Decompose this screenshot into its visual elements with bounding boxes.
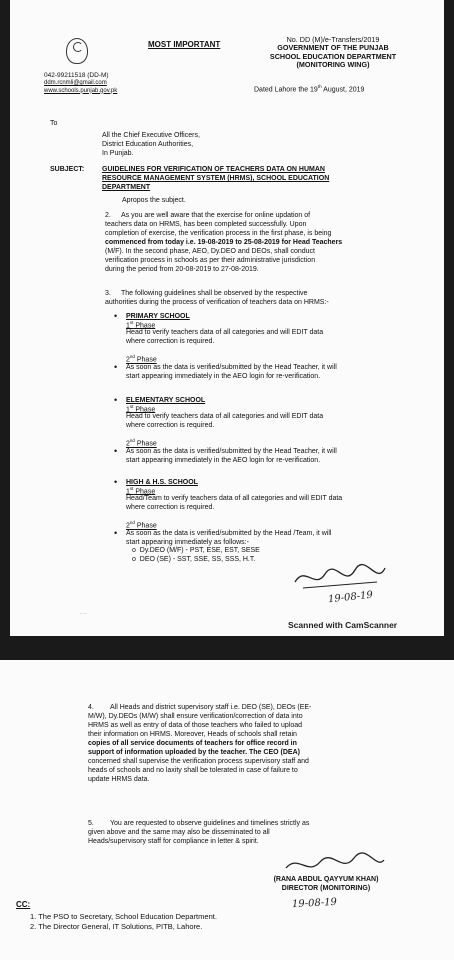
section-heading: ELEMENTARY SCHOOL	[126, 397, 206, 404]
sub-item	[126, 547, 414, 556]
sub-item-text: Dy.DEO (M/F) - PST, ESE, EST, SESE	[139, 547, 260, 555]
phase-text: Phase	[134, 522, 157, 530]
phase-1-line: Head to verify teachers data of all categories and will EDIT data	[126, 329, 324, 337]
phase-sup: st	[129, 320, 134, 325]
para-4-number: 4.	[88, 704, 94, 711]
dated-sup: th	[317, 84, 322, 89]
phase-1-line: where correction is required.	[126, 504, 215, 512]
phase-text: Phase	[133, 488, 156, 496]
phase-1-line: where correction is required.	[126, 338, 215, 346]
subject-line: DEPARTMENT	[102, 183, 151, 191]
recipient-line: District Education Authorities,	[102, 140, 194, 148]
handwritten-date: 19-08-19	[327, 589, 374, 606]
phase-sup: nd	[129, 438, 135, 444]
contact-phone: 042-99211518 (DD-M)	[44, 72, 109, 79]
signatory-name: (RANA ABDUL QAYYUM KHAN)	[273, 876, 379, 883]
letterhead-line-1: GOVERNMENT OF THE PUNJAB	[277, 43, 389, 53]
bullet-icon: •	[114, 395, 118, 405]
cc-list	[30, 912, 350, 932]
para-4-line: update HRMS data.	[88, 775, 150, 783]
phase-2-line: As soon as the data is verified/submitted by the Head Teacher, it will	[126, 363, 337, 371]
most-important-label: MOST IMPORTANT	[148, 40, 221, 49]
para-4-line: concerned shall supervise the verification process supervisory staff and	[88, 757, 309, 765]
para-4-line: heads of schools and no laxity shall be tolerated in case of failure to	[88, 766, 298, 774]
phase-num: 1	[126, 406, 130, 414]
para-4-line: their information on HRMS. Moreover, Heads of schools shall retain	[88, 730, 297, 738]
phase-1-line: where correction is required.	[126, 422, 215, 430]
contact-block	[44, 72, 117, 95]
para-2-line: teachers data on HRMS, has been completed successfully. Upon	[105, 220, 307, 228]
phase-2-line: start appearing immediately in the AEO login for re-verification.	[126, 372, 321, 380]
phase-sup: nd	[129, 520, 135, 526]
phase-2-label	[126, 520, 414, 529]
recipients	[102, 132, 302, 159]
phase-1-label	[126, 486, 414, 495]
section-high-school	[114, 479, 414, 565]
para-5	[88, 820, 408, 847]
circle-bullet-icon: o	[132, 547, 140, 555]
recipient-line: All the Chief Executive Officers,	[102, 132, 200, 139]
contact-email: ddm.rcnmli@gmail.com	[44, 80, 107, 87]
phase-1-line: Head to verify teachers data of all categories and will EDIT data	[126, 413, 324, 421]
phase-text: Phase	[133, 406, 156, 414]
section-primary-school	[114, 313, 414, 381]
recipient-line: In Punjab.	[102, 149, 134, 157]
subject-text	[102, 166, 392, 193]
letter-page-1	[10, 0, 444, 636]
para-3	[105, 290, 405, 308]
phase-num: 2	[126, 356, 130, 364]
para-2-line: during the period from 20-08-2019 to 27-08-2019.	[105, 265, 259, 273]
para-5-line: Heads/supervisory staff for compliance in letter & spirit.	[88, 837, 259, 845]
dated-line	[254, 84, 364, 93]
cc-label: CC:	[16, 900, 31, 909]
para-2-number: 2.	[105, 212, 111, 219]
phase-num: 2	[126, 440, 130, 448]
cc-item: 1. The PSO to Secretary, School Education Department.	[30, 912, 217, 921]
para-3-line: authorities during the process of verification of teachers data on HRMS:-	[105, 298, 329, 306]
phase-2-label	[126, 354, 414, 363]
para-4-line: support of information uploaded by the teacher. The CEO (DEA)	[88, 748, 300, 756]
signatory-block	[236, 876, 416, 894]
camscanner-watermark: Scanned with CamScanner	[288, 620, 398, 630]
phase-text: Phase	[133, 322, 156, 330]
section-heading: HIGH & H.S. SCHOOL	[126, 479, 198, 486]
para-4-line: All Heads and district supervisory staff i.e. DEO (SE), DEOs (EE-	[110, 704, 312, 711]
para-4	[88, 704, 408, 785]
phase-2-label	[126, 438, 414, 447]
phase-sup: nd	[129, 354, 135, 360]
phase-1-line: Head/Team to verify teachers data of all categories and will EDIT data	[126, 495, 343, 503]
para-4-line: HRMS as well as entry of data of those teachers who failed to upload	[88, 721, 303, 729]
para-3-line: The following guidelines shall be observed by the respective	[121, 290, 308, 297]
para-2	[105, 212, 405, 275]
para-3-number: 3.	[105, 290, 111, 297]
para-2-line: (M/F). In the second phase, AEO, Dy.DEO and DEOs, shall conduct	[105, 247, 315, 255]
punjab-government-logo-icon	[66, 38, 88, 64]
signatory-title: DIRECTOR (MONITORING)	[281, 884, 371, 892]
phase-num: 1	[126, 322, 130, 330]
para-4-line: copies of all service documents of teachers for office record in	[88, 739, 297, 747]
letterhead	[248, 36, 418, 70]
contact-website: www.schools.punjab.gov.pk	[44, 87, 118, 94]
bullet-icon: •	[114, 311, 118, 321]
para-5-line: You are requested to observe guidelines and timelines strictly as	[110, 820, 310, 827]
phase-num: 1	[126, 488, 130, 496]
phase-text: Phase	[134, 440, 157, 448]
bullet-icon: •	[114, 477, 118, 487]
dated-prefix: Dated Lahore the 19	[254, 86, 318, 94]
phase-1-label	[126, 404, 414, 413]
phase-2-line: start appearing immediately as follows:-	[126, 538, 249, 546]
subject-line: GUIDELINES FOR VERIFICATION OF TEACHERS DATA ON HUMAN	[102, 166, 325, 173]
letterhead-line-3: (MONITORING WING)	[296, 60, 370, 70]
cc-item: 2. The Director General, IT Solutions, PITB, Lahore.	[30, 922, 203, 932]
letterhead-line-2: SCHOOL EDUCATION DEPARTMENT	[269, 51, 397, 61]
phase-sup: st	[129, 486, 134, 491]
reference-number: No. DD (M)/e-Transfers/2019	[286, 35, 380, 44]
phase-2-line: start appearing immediately in the AEO login for re-verification.	[126, 456, 321, 464]
circle-bullet-icon: o	[132, 556, 140, 564]
para-2-line: commenced from today i.e. 19-08-2019 to 25-08-2019 for Head Teachers	[105, 238, 343, 246]
para-5-line: given above and the same may also be disseminated to all	[88, 828, 270, 836]
apropos-line: Apropos the subject.	[122, 197, 186, 204]
bullet-icon: •	[114, 362, 118, 373]
para-2-line: As you are well aware that the exercise for online updation of	[121, 212, 311, 219]
phase-num: 2	[126, 522, 130, 530]
phase-2-line: As soon as the data is verified/submitted by the Head /Team, it will	[126, 529, 332, 537]
footer-print-mark: ······	[80, 612, 87, 616]
to-label: To	[50, 120, 58, 127]
bullet-icon: •	[114, 528, 118, 539]
section-elementary-school	[114, 397, 414, 465]
phase-1-label	[126, 320, 414, 329]
handwritten-date: 19-08-19	[291, 896, 338, 911]
para-4-line: M/W), Dy.DEOs (M/W) shall ensure verification/correction of data into	[88, 712, 303, 720]
para-5-number: 5.	[88, 820, 94, 827]
bullet-icon: •	[114, 446, 118, 457]
section-heading: PRIMARY SCHOOL	[126, 313, 190, 320]
subject-label: SUBJECT:	[50, 166, 85, 173]
phase-2-line: As soon as the data is verified/submitted by the Head Teacher, it will	[126, 447, 337, 455]
phase-text: Phase	[134, 356, 157, 364]
phase-sup: st	[129, 404, 134, 409]
para-2-line: completion of exercise, the verification process in the first phase, is being	[105, 229, 332, 237]
sub-item-text: DEO (SE) - SST, SSE, SS, SSS, H.T.	[139, 556, 256, 564]
subject-line: RESOURCE MANAGEMENT SYSTEM (HRMS), SCHOOL EDUCATION	[102, 174, 330, 182]
letter-page-2	[0, 660, 454, 960]
para-2-line: verification process in schools as per their administrative jurisdiction	[105, 256, 316, 264]
dated-suffix: August, 2019	[321, 86, 365, 94]
